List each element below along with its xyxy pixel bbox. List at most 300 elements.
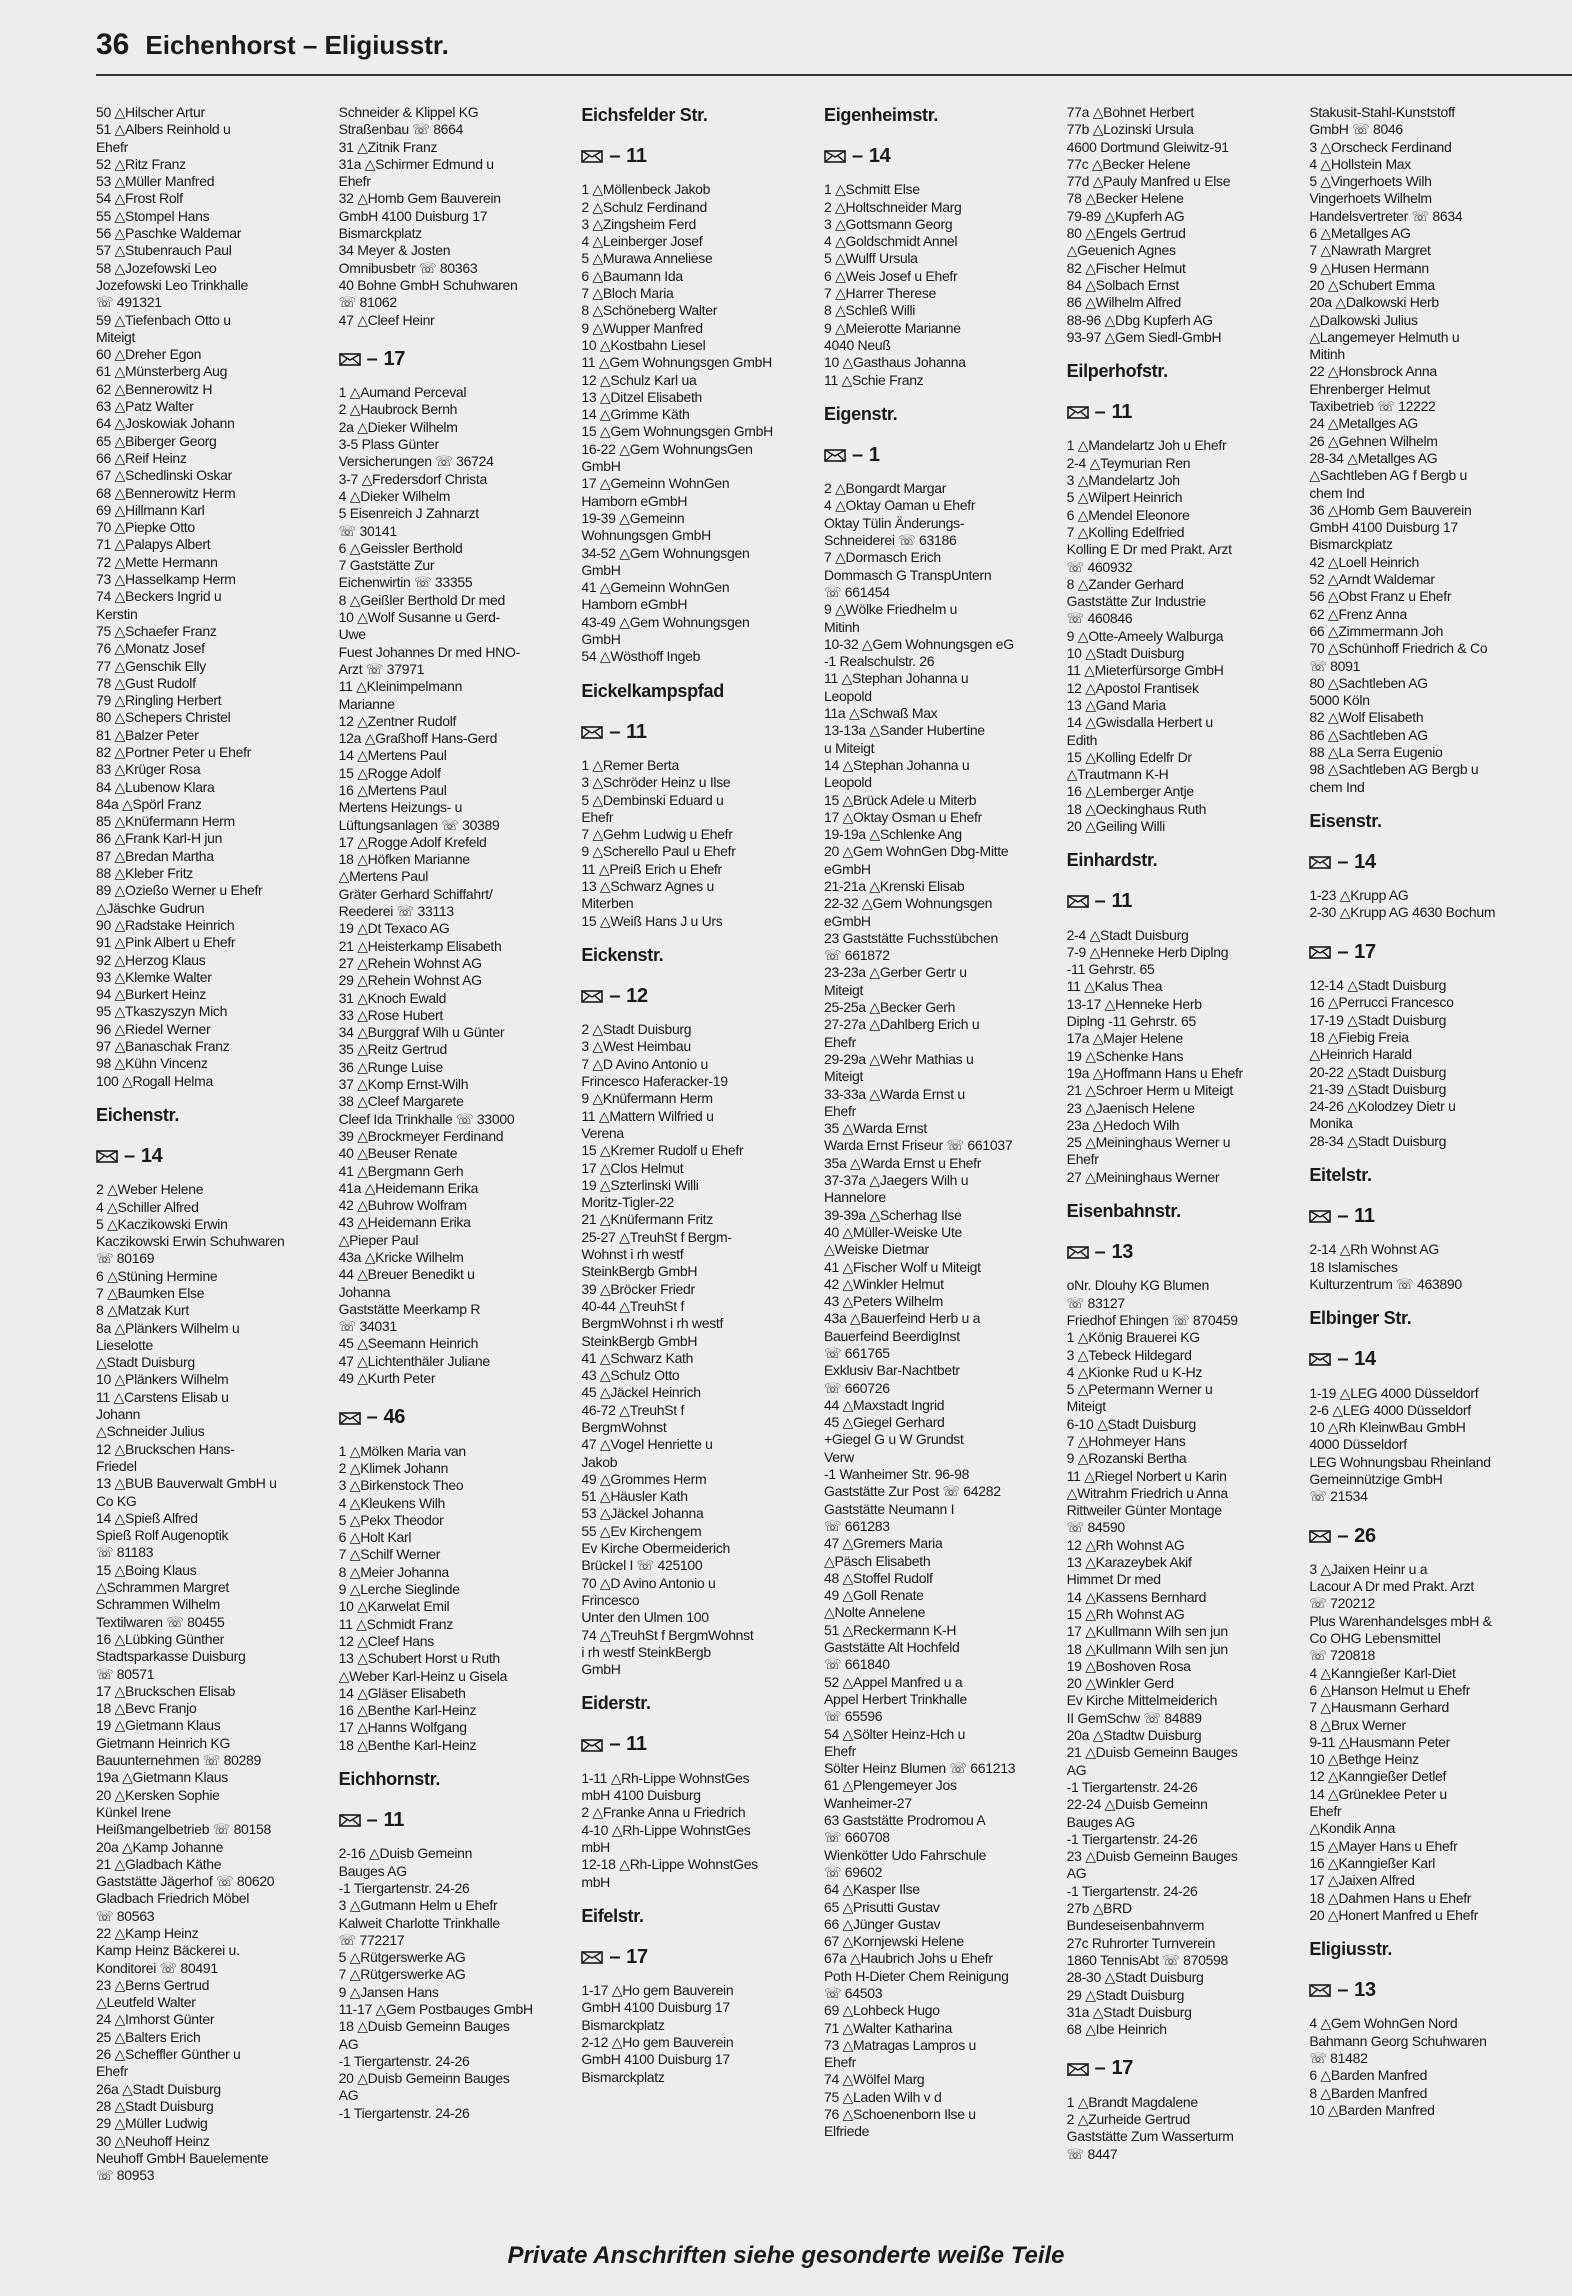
directory-entry: SteinkBergb GmbH <box>581 1263 698 1280</box>
directory-entry: Plus Warenhandelsges mbH & <box>1309 1612 1492 1629</box>
postal-district <box>581 1945 818 1968</box>
directory-entry: Miteigt <box>1066 1398 1106 1415</box>
directory-entry: 98 △Kühn Vincenz <box>96 1055 208 1072</box>
directory-entry: 19a △Hoffmann Hans u Ehefr <box>1066 1064 1243 1081</box>
directory-entry: Miteigt <box>96 328 136 345</box>
directory-entry: 16 △Mertens Paul <box>338 781 447 798</box>
directory-entry: 19 △Dt Texaco AG <box>338 920 450 937</box>
directory-entry: Ev Kirche Mittelmeiderich <box>1066 1692 1218 1709</box>
directory-entry: 3 △Schröder Heinz u Ilse <box>581 774 731 791</box>
directory-entry: 71 △Walter Katharina <box>824 2019 952 2036</box>
directory-entry: Gladbach Friedrich Möbel <box>96 1890 250 1907</box>
dash-separator: – <box>1337 1348 1349 1371</box>
street-name: Eichhornstr. <box>338 1769 441 1790</box>
directory-entry: 59 △Tiefenbach Otto u <box>96 311 231 328</box>
directory-entry: 7 △Gehm Ludwig u Ehefr <box>581 826 733 843</box>
directory-entry: 7 △Harrer Therese <box>824 285 937 302</box>
directory-entry: 31a △Stadt Duisburg <box>1066 2003 1192 2020</box>
directory-entry: 2-14 △Rh Wohnst AG <box>1309 1241 1439 1258</box>
directory-entry: Kalweit Charlotte Trinkhalle <box>338 1914 500 1931</box>
directory-entry: 68 △Ibe Heinrich <box>1066 2021 1167 2038</box>
directory-entry: 50 △Hilscher Artur <box>96 104 205 120</box>
directory-entry: 67a △Haubrich Johs u Ehefr <box>824 1950 993 1967</box>
directory-entry: ☏ 80953 <box>96 2167 155 2184</box>
directory-entry: Uwe <box>338 626 366 643</box>
mail-envelope-icon <box>1309 1353 1331 1366</box>
directory-entry: 15 △Weiß Hans J u Urs <box>581 912 723 929</box>
directory-entry: 35 △Warda Ernst <box>824 1120 928 1137</box>
street-name: Eilperhofstr. <box>1066 361 1168 382</box>
directory-entry: Stakusit-Stahl-Kunststoff <box>1309 104 1455 120</box>
postal-district <box>339 1406 576 1429</box>
directory-entry: chem Ind <box>1309 778 1365 795</box>
directory-entry: 36 △Runge Luise <box>338 1058 443 1075</box>
mail-envelope-icon <box>581 150 603 163</box>
directory-entry: Lacour A Dr med Prakt. Arzt <box>1309 1578 1474 1595</box>
directory-entry: GmbH ☏ 8046 <box>1309 121 1403 138</box>
directory-entry: 2-30 △Krupp AG 4630 Bochum <box>1309 904 1496 921</box>
directory-entry: 21-39 △Stadt Duisburg <box>1309 1080 1447 1097</box>
directory-entry: ☏ 64503 <box>824 1984 883 2001</box>
directory-entry: Edith <box>1066 731 1098 748</box>
directory-entry: 7 △D Avino Antonio u <box>581 1055 709 1072</box>
dash-separator: – <box>1094 2057 1106 2080</box>
directory-entry: Rittweiler Günter Montage <box>1066 1502 1222 1519</box>
directory-entry: 17 △Rogge Adolf Krefeld <box>338 833 487 850</box>
directory-entry: Sölter Heinz Blumen ☏ 661213 <box>824 1760 1016 1777</box>
directory-entry: Schneiderei ☏ 63186 <box>824 532 957 549</box>
directory-entry: 53 △Jäckel Johanna <box>581 1505 704 1522</box>
directory-entry: 2 △Holtschneider Marg <box>824 198 962 215</box>
directory-entry: 18 Islamisches <box>1309 1258 1398 1275</box>
directory-entry: 1-11 △Rh-Lippe WohnstGes <box>581 1769 750 1786</box>
directory-entry: Spieß Rolf Augenoptik <box>96 1527 229 1544</box>
street-section <box>581 1905 818 2086</box>
directory-entry: 5 △Petermann Werner u <box>1066 1381 1213 1398</box>
directory-entry: 14 △Gwisdalla Herbert u <box>1066 714 1213 731</box>
directory-entry: 23 △Duisb Gemeinn Bauges <box>1066 1848 1238 1865</box>
street-name: Eitelstr. <box>1309 1165 1372 1186</box>
directory-entry: Ehefr <box>824 1742 856 1759</box>
directory-entry: 96 △Riedel Werner <box>96 1020 211 1037</box>
directory-entry: 25 △Balters Erich <box>96 2028 201 2045</box>
directory-entry: 10 △Karwelat Emil <box>338 1598 450 1615</box>
directory-entry: 77d △Pauly Manfred u Else <box>1066 173 1231 190</box>
directory-entry: Handelsvertreter ☏ 8634 <box>1309 207 1463 224</box>
directory-entry: 32 △Homb Gem Bauverein <box>338 190 501 207</box>
directory-entry: GmbH 4100 Duisburg 17 <box>1309 519 1458 536</box>
directory-entry: 73 △Hasselkamp Herm <box>96 571 236 588</box>
postal-district-number: 11 <box>1111 890 1133 913</box>
directory-entry: ☏ 720818 <box>1309 1647 1376 1664</box>
directory-entry: 21 △Gladbach Käthe <box>96 1855 222 1872</box>
directory-entry: 4 △Kleukens Wilh <box>338 1494 446 1511</box>
directory-entry: Schneider & Klippel KG <box>338 104 479 120</box>
directory-entry: 65 △Prisutti Gustav <box>824 1898 940 1915</box>
directory-entry: 4 △Kionke Rud u K-Hz <box>1066 1363 1203 1380</box>
directory-entry: ☏ 81183 <box>96 1544 154 1561</box>
directory-entry: 43 △Schulz Otto <box>581 1367 680 1384</box>
directory-entry: 6 △Stüning Hermine <box>96 1267 218 1284</box>
directory-entry: 26 △Scheffler Günther u <box>96 2046 241 2063</box>
directory-entry: 2-12 △Ho gem Bauverein <box>581 2034 734 2051</box>
page-number: 36 <box>96 28 130 61</box>
street-section <box>1309 810 1546 922</box>
street-name: Eickelkampspfad <box>581 680 724 701</box>
directory-entry: 5 △Pekx Theodor <box>338 1511 444 1528</box>
directory-entry: 12 △Kanngießer Detlef <box>1309 1768 1447 1785</box>
postal-district-number: 11 <box>1354 1205 1375 1228</box>
directory-entry: 15 △Rogge Adolf <box>338 764 441 781</box>
directory-entry: 21 △Schroer Herm u Miteigt <box>1066 1082 1234 1099</box>
directory-entry: △Geuenich Agnes <box>1066 242 1176 259</box>
directory-entry: Ehrenberger Helmut <box>1309 380 1430 397</box>
postal-district-number: 11 <box>626 145 647 167</box>
directory-entry: 11-17 △Gem Postbauges GmbH <box>338 2000 533 2017</box>
directory-entry: 12-18 △Rh-Lippe WohnstGes <box>581 1856 758 1873</box>
directory-entry: Gaststätte Zum Wasserturm <box>1066 2128 1234 2145</box>
directory-entry: -1 Tiergartenstr. 24-26 <box>1066 1778 1198 1795</box>
directory-entry: ☏ 661765 <box>824 1345 890 1361</box>
directory-entry: Kamp Heinz Bäckerei u. <box>96 1942 240 1959</box>
directory-entry: 63 △Patz Walter <box>96 398 194 415</box>
mail-envelope-icon <box>581 1739 603 1752</box>
dash-separator: – <box>1337 1979 1349 2002</box>
directory-entry: 4 △Leinberger Josef <box>581 233 703 250</box>
directory-entry: 11 △Kleinimpelmann <box>338 678 463 695</box>
directory-entry: Künkel Irene <box>96 1803 172 1820</box>
dash-separator: – <box>366 347 378 370</box>
postal-district <box>581 720 818 743</box>
directory-entry: ☏ 80563 <box>96 1907 155 1924</box>
directory-entry: 20 △Geiling Willi <box>1066 817 1165 834</box>
directory-entry: Straßenbau ☏ 8664 <box>338 121 464 138</box>
directory-entry: 24 △Metallges AG <box>1309 415 1419 432</box>
directory-entry: 13-13a △Sander Hubertine <box>824 722 985 739</box>
directory-entry: 41 △Fischer Wolf u Miteigt <box>824 1258 981 1275</box>
postal-district-number: 17 <box>626 1945 648 1968</box>
directory-entry: 48 △Stoffel Rudolf <box>824 1569 933 1586</box>
directory-entry: 12 △Bruckschen Hans- <box>96 1440 235 1457</box>
postal-district-number: 11 <box>383 1809 405 1832</box>
directory-entry: 16 △Lübking Günther <box>96 1630 225 1647</box>
directory-entry: Bismarckplatz <box>581 2068 665 2085</box>
directory-entry: 10 △Wolf Susanne u Gerd- <box>338 609 500 626</box>
directory-entry: △Schrammen Margret <box>96 1579 229 1596</box>
directory-entry: 18 △Oeckinghaus Ruth <box>1066 800 1207 817</box>
mail-envelope-icon <box>1067 895 1089 908</box>
directory-entry: Textilwaren ☏ 80455 <box>96 1613 225 1630</box>
directory-entry: 44 △Breuer Benedikt u <box>338 1266 475 1283</box>
directory-entry: ☏ 661454 <box>824 583 890 600</box>
postal-district-number: 11 <box>626 1733 647 1756</box>
directory-entry: 10 △Stadt Duisburg <box>1066 645 1185 662</box>
directory-entry: 4 △Schiller Alfred <box>96 1198 199 1215</box>
directory-entry: 40 △Müller-Weiske Ute <box>824 1223 963 1240</box>
directory-entry: Reederei ☏ 33113 <box>338 903 454 920</box>
directory-entry: -1 Tiergartenstr. 24-26 <box>338 1879 470 1896</box>
directory-entry: 95 △Tkaszyszyn Mich <box>96 1003 228 1020</box>
street-section <box>1066 2057 1304 2162</box>
dash-separator: – <box>124 1144 135 1167</box>
directory-entry: Gaststätte Zur Industrie <box>1066 593 1206 610</box>
street-section <box>1309 1164 1546 1293</box>
postal-district-number: 26 <box>1354 1524 1376 1547</box>
directory-entry: 11 △Mieterfürsorge GmbH <box>1066 662 1224 679</box>
directory-entry: 2 △Klimek Johann <box>338 1459 449 1476</box>
directory-entry: △Trautmann K-H <box>1066 766 1169 783</box>
directory-entry: 68 △Bennerowitz Herm <box>96 484 236 501</box>
directory-entry: Moritz-Tigler-22 <box>581 1194 675 1211</box>
directory-entry: 19-39 △Gemeinn <box>581 509 685 526</box>
directory-entry: 8a △Plänkers Wilhelm u <box>96 1319 240 1336</box>
street-section <box>96 1104 333 2185</box>
directory-entry: 51 △Albers Reinhold u <box>96 121 231 138</box>
directory-entry: 17 △Hanns Wolfgang <box>338 1719 467 1736</box>
directory-entry: ☏ 34031 <box>338 1318 397 1335</box>
directory-entry: 14 △Kassens Bernhard <box>1066 1588 1207 1605</box>
directory-entry: 3 △Zingsheim Ferd <box>581 215 696 232</box>
directory-entry: 100 △Rogall Helma <box>96 1072 213 1089</box>
directory-entry: 7 △Baumken Else <box>96 1285 205 1301</box>
directory-entry: 77 △Genschik Elly <box>96 657 206 674</box>
postal-district <box>1309 850 1546 873</box>
directory-entry: 4 △Oktay Oaman u Ehefr <box>824 497 976 514</box>
dash-separator: – <box>609 145 621 167</box>
directory-entry: AG <box>1066 1865 1087 1882</box>
directory-entry: 35 △Reitz Gertrud <box>338 1041 448 1058</box>
directory-entry: Ehefr <box>824 1102 856 1119</box>
directory-entry: 43 △Heidemann Erika <box>338 1214 471 1231</box>
directory-entry: 61 △Plengemeyer Jos <box>824 1777 957 1794</box>
directory-entry: 8 △Schleß Willi <box>824 302 916 319</box>
directory-entry: 1-23 △Krupp AG <box>1309 887 1409 904</box>
directory-entry: 9 △Jansen Hans <box>338 1983 439 2000</box>
directory-entry: Oktay Tülin Änderungs- <box>824 514 965 531</box>
dash-separator: – <box>1337 850 1349 873</box>
directory-entry: Frincesco <box>581 1591 640 1608</box>
directory-entry: Hamborn eGmbH <box>581 596 688 613</box>
dash-separator: – <box>609 1733 621 1756</box>
directory-entry: 88 △La Serra Eugenio <box>1309 743 1443 760</box>
directory-entry: 70 △D Avino Antonio u <box>581 1574 716 1591</box>
directory-entry: Brückel I ☏ 425100 <box>581 1557 703 1574</box>
street-section <box>581 944 818 1679</box>
directory-entry: Kaczikowski Erwin Schuhwaren <box>96 1233 285 1250</box>
directory-entry: 13 △BUB Bauverwalt GmbH u <box>96 1475 277 1492</box>
directory-entry: 2 △Haubrock Bernh <box>338 401 458 418</box>
directory-entry: 10 △Rh KleinwBau GmbH <box>1309 1419 1466 1436</box>
directory-entry: △Schneider Julius <box>96 1423 205 1440</box>
directory-entry: 2-16 △Duisb Gemeinn <box>338 1845 473 1862</box>
postal-district-number: 14 <box>1354 1348 1376 1371</box>
directory-entry: 47 △Lichtenthäler Juliane <box>338 1352 490 1369</box>
postal-district-number: 46 <box>383 1406 406 1429</box>
directory-entry: 77a △Bohnet Herbert <box>1066 104 1194 120</box>
directory-entry: 80 △Schepers Christel <box>96 709 231 726</box>
directory-entry: AG <box>338 2035 359 2052</box>
directory-entry: 26 △Gehnen Wilhelm <box>1309 432 1438 449</box>
directory-entry: GmbH 4100 Duisburg 17 <box>581 1999 730 2016</box>
directory-entry: -1 Tiergartenstr. 24-26 <box>338 2052 470 2069</box>
directory-entry: Monika <box>1309 1115 1353 1132</box>
directory-column <box>581 104 818 2234</box>
directory-entry: -1 Realschulstr. 26 <box>824 653 935 670</box>
directory-entry: Mitinh <box>824 618 860 635</box>
directory-entry: 73 △Matragas Lampros u <box>824 2036 977 2053</box>
directory-entry: Bismarckplatz <box>1309 536 1393 553</box>
directory-entry: 39-39a △Scherhag Ilse <box>824 1206 962 1223</box>
mail-envelope-icon <box>1309 946 1331 959</box>
directory-entry: 84a △Spörl Franz <box>96 795 202 812</box>
directory-entry: 3 △West Heimbau <box>581 1038 691 1055</box>
directory-entry: 7 △Hausmann Gerhard <box>1309 1699 1450 1716</box>
directory-entry: 10 △Gasthaus Johanna <box>824 354 966 371</box>
street-section <box>824 403 1061 2141</box>
mail-envelope-icon <box>1067 1246 1089 1259</box>
directory-entry: 28-30 △Stadt Duisburg <box>1066 1969 1204 1986</box>
directory-entry: 5 △Rütgerswerke AG <box>338 1949 466 1966</box>
directory-entry: 13 △Gand Maria <box>1066 696 1166 713</box>
directory-entry: 39 △Brockmeyer Ferdinand <box>338 1127 504 1144</box>
directory-entry: △Nolte Annelene <box>824 1604 926 1621</box>
directory-entry: 77c △Becker Helene <box>1066 155 1191 172</box>
directory-entry: 4040 Neuß <box>824 336 891 353</box>
directory-entry: Co KG <box>96 1492 137 1509</box>
directory-entry: Fuest Johannes Dr med HNO- <box>338 643 520 660</box>
postal-district <box>824 145 1061 167</box>
directory-entry: 69 △Lohbeck Hugo <box>824 2002 940 2019</box>
directory-entry: 2-4 △Stadt Duisburg <box>1066 926 1189 943</box>
directory-entry: 20 △Winkler Gerd <box>1066 1675 1174 1692</box>
street-section <box>1067 360 1304 835</box>
directory-entry: Taxibetrieb ☏ 12222 <box>1309 398 1436 415</box>
dash-separator: – <box>609 1945 621 1968</box>
directory-entry: △Heinrich Harald <box>1309 1046 1412 1063</box>
directory-entry: 31 △Knoch Ewald <box>338 989 447 1006</box>
directory-entry: 11 △Stephan Johanna u <box>824 670 969 687</box>
directory-entry: 61 △Münsterberg Aug <box>96 363 228 380</box>
directory-entry: 18 △Duisb Gemeinn Bauges <box>338 2018 510 2035</box>
directory-entry: ☏ 772217 <box>338 1931 405 1948</box>
directory-entry: 4 △Gem WohnGen Nord <box>1309 2015 1458 2032</box>
directory-entry: 29 △Rehein Wohnst AG <box>338 972 482 989</box>
directory-entry: 77b △Lozinski Ursula <box>1066 121 1194 138</box>
directory-entry: -1 Tiergartenstr. 24-26 <box>1066 1882 1198 1899</box>
directory-entry: 54 △Sölter Heinz-Hch u <box>824 1725 966 1742</box>
mail-envelope-icon <box>96 1150 118 1163</box>
street-name: Eigenheimstr. <box>824 105 939 125</box>
directory-entry: 34 Meyer & Josten <box>338 242 451 259</box>
directory-entry: 93 △Klemke Walter <box>96 968 212 985</box>
dash-separator: – <box>1337 1524 1349 1547</box>
directory-entry: 27-27a △Dahlberg Erich u <box>824 1016 980 1033</box>
directory-entry: u Miteigt <box>824 739 875 756</box>
directory-entry: 3 △Tebeck Hildegard <box>1066 1346 1192 1363</box>
directory-entry: 13 △Karazeybek Akif <box>1066 1554 1192 1571</box>
directory-entry: 42 △Loell Heinrich <box>1309 553 1419 570</box>
directory-entry: Bauges AG <box>1066 1813 1135 1830</box>
directory-entry: 90 △Radstake Heinrich <box>96 916 235 933</box>
directory-entry: 43 △Peters Wilhelm <box>824 1293 943 1310</box>
directory-entry: Schrammen Wilhelm <box>96 1596 221 1613</box>
footer-note: Private Anschriften siehe gesonderte weiße Teile <box>507 2242 1065 2269</box>
directory-entry: 57 △Stubenrauch Paul <box>96 242 232 259</box>
directory-entry: ☏ 84590 <box>1066 1519 1125 1536</box>
directory-entry: 87 △Bredan Martha <box>96 847 214 864</box>
directory-entry: ☏ 8091 <box>1309 657 1361 674</box>
directory-entry: 7 △Schilf Werner <box>338 1546 441 1563</box>
directory-entry: Dommasch G TranspUntern <box>824 566 992 583</box>
directory-entry: 12 △Zentner Rudolf <box>338 712 457 729</box>
directory-entry: 9 △Meierotte Marianne <box>824 319 961 336</box>
directory-entry: 67 △Kornjewski Helene <box>824 1933 964 1950</box>
directory-entry: 3 △Gutmann Helm u Ehefr <box>338 1897 498 1914</box>
directory-entry: Friedhof Ehingen ☏ 870459 <box>1066 1311 1238 1328</box>
directory-entry: 9 △Knüfermann Herm <box>581 1090 713 1107</box>
directory-entry: 8 △Matzak Kurt <box>96 1302 189 1319</box>
directory-entry: Johann <box>96 1406 141 1423</box>
street-name: Einhardstr. <box>1066 850 1158 871</box>
directory-entry: 82 △Wolf Elisabeth <box>1309 709 1424 726</box>
postal-district <box>1309 1524 1546 1547</box>
directory-entry: 20 △Honert Manfred u Ehefr <box>1309 1906 1479 1923</box>
directory-entry: Gaststätte Neumann I <box>824 1500 955 1517</box>
directory-entry: ☏ 80571 <box>96 1665 155 1682</box>
directory-entry: Warda Ernst Friseur ☏ 661037 <box>824 1137 1013 1154</box>
mail-envelope-icon <box>1067 2063 1089 2076</box>
directory-entry: 3 △Mandelartz Joh <box>1066 472 1180 489</box>
directory-column <box>1067 104 1304 2234</box>
directory-entry: i rh westf SteinkBergb <box>581 1643 711 1660</box>
directory-entry: Himmet Dr med <box>1066 1571 1161 1588</box>
directory-entry: 33 △Rose Hubert <box>338 1006 443 1023</box>
directory-entry: Jozefowski Leo Trinkhalle <box>96 276 249 293</box>
directory-entry: 12a △Graßhoff Hans-Gerd <box>338 730 498 747</box>
directory-entry: 18 △Kullmann Wilh sen jun <box>1066 1640 1228 1657</box>
directory-entry: Versicherungen ☏ 36724 <box>338 453 494 470</box>
directory-entry: 74 △Wölfel Marg <box>824 2071 925 2088</box>
directory-entry: △Weber Karl-Heinz u Gisela <box>338 1667 508 1684</box>
directory-entry: 3 △Orscheck Ferdinand <box>1309 138 1452 155</box>
directory-entry: 13 △Ditzel Elisabeth <box>581 388 703 405</box>
street-section <box>1067 104 1304 346</box>
directory-entry: Unter den Ulmen 100 <box>581 1609 709 1626</box>
directory-entry: Friedel <box>96 1457 137 1474</box>
directory-entry: 23 △Berns Gertrud <box>96 1976 210 1993</box>
street-name: Elbinger Str. <box>1309 1308 1412 1329</box>
directory-entry: -1 Tiergartenstr. 24-26 <box>338 2104 470 2121</box>
directory-entry: 67 △Schedlinski Oskar <box>96 467 232 484</box>
directory-entry: 20 △Kersken Sophie <box>96 1786 220 1803</box>
directory-entry: Wohnst i rh westf <box>581 1246 684 1263</box>
directory-entry: 37 △Komp Ernst-Wilh <box>338 1076 469 1093</box>
directory-entry: 34 △Burggraf Wilh u Günter <box>338 1024 505 1041</box>
directory-entry: 4600 Dortmund Gleiwitz-91 <box>1066 138 1229 155</box>
directory-entry: 8 △Meier Johanna <box>338 1563 449 1580</box>
directory-entry: Ehefr <box>96 2063 128 2080</box>
directory-entry: 85 △Knüfermann Herm <box>96 813 235 830</box>
directory-entry: 5 △Dembinski Eduard u <box>581 791 724 808</box>
directory-entry: Ehefr <box>338 173 371 190</box>
directory-entry: 12 △Apostol Frantisek <box>1066 679 1199 696</box>
postal-district <box>581 1733 818 1756</box>
directory-entry: 88-96 △Dbg Kupferh AG <box>1066 311 1213 328</box>
directory-entry: GmbH 4100 Duisburg 17 <box>581 2051 730 2068</box>
directory-entry: 1 △Schmitt Else <box>824 181 920 198</box>
directory-column <box>1309 104 1546 2234</box>
directory-entry: 42 △Buhrow Wolfram <box>338 1197 467 1214</box>
